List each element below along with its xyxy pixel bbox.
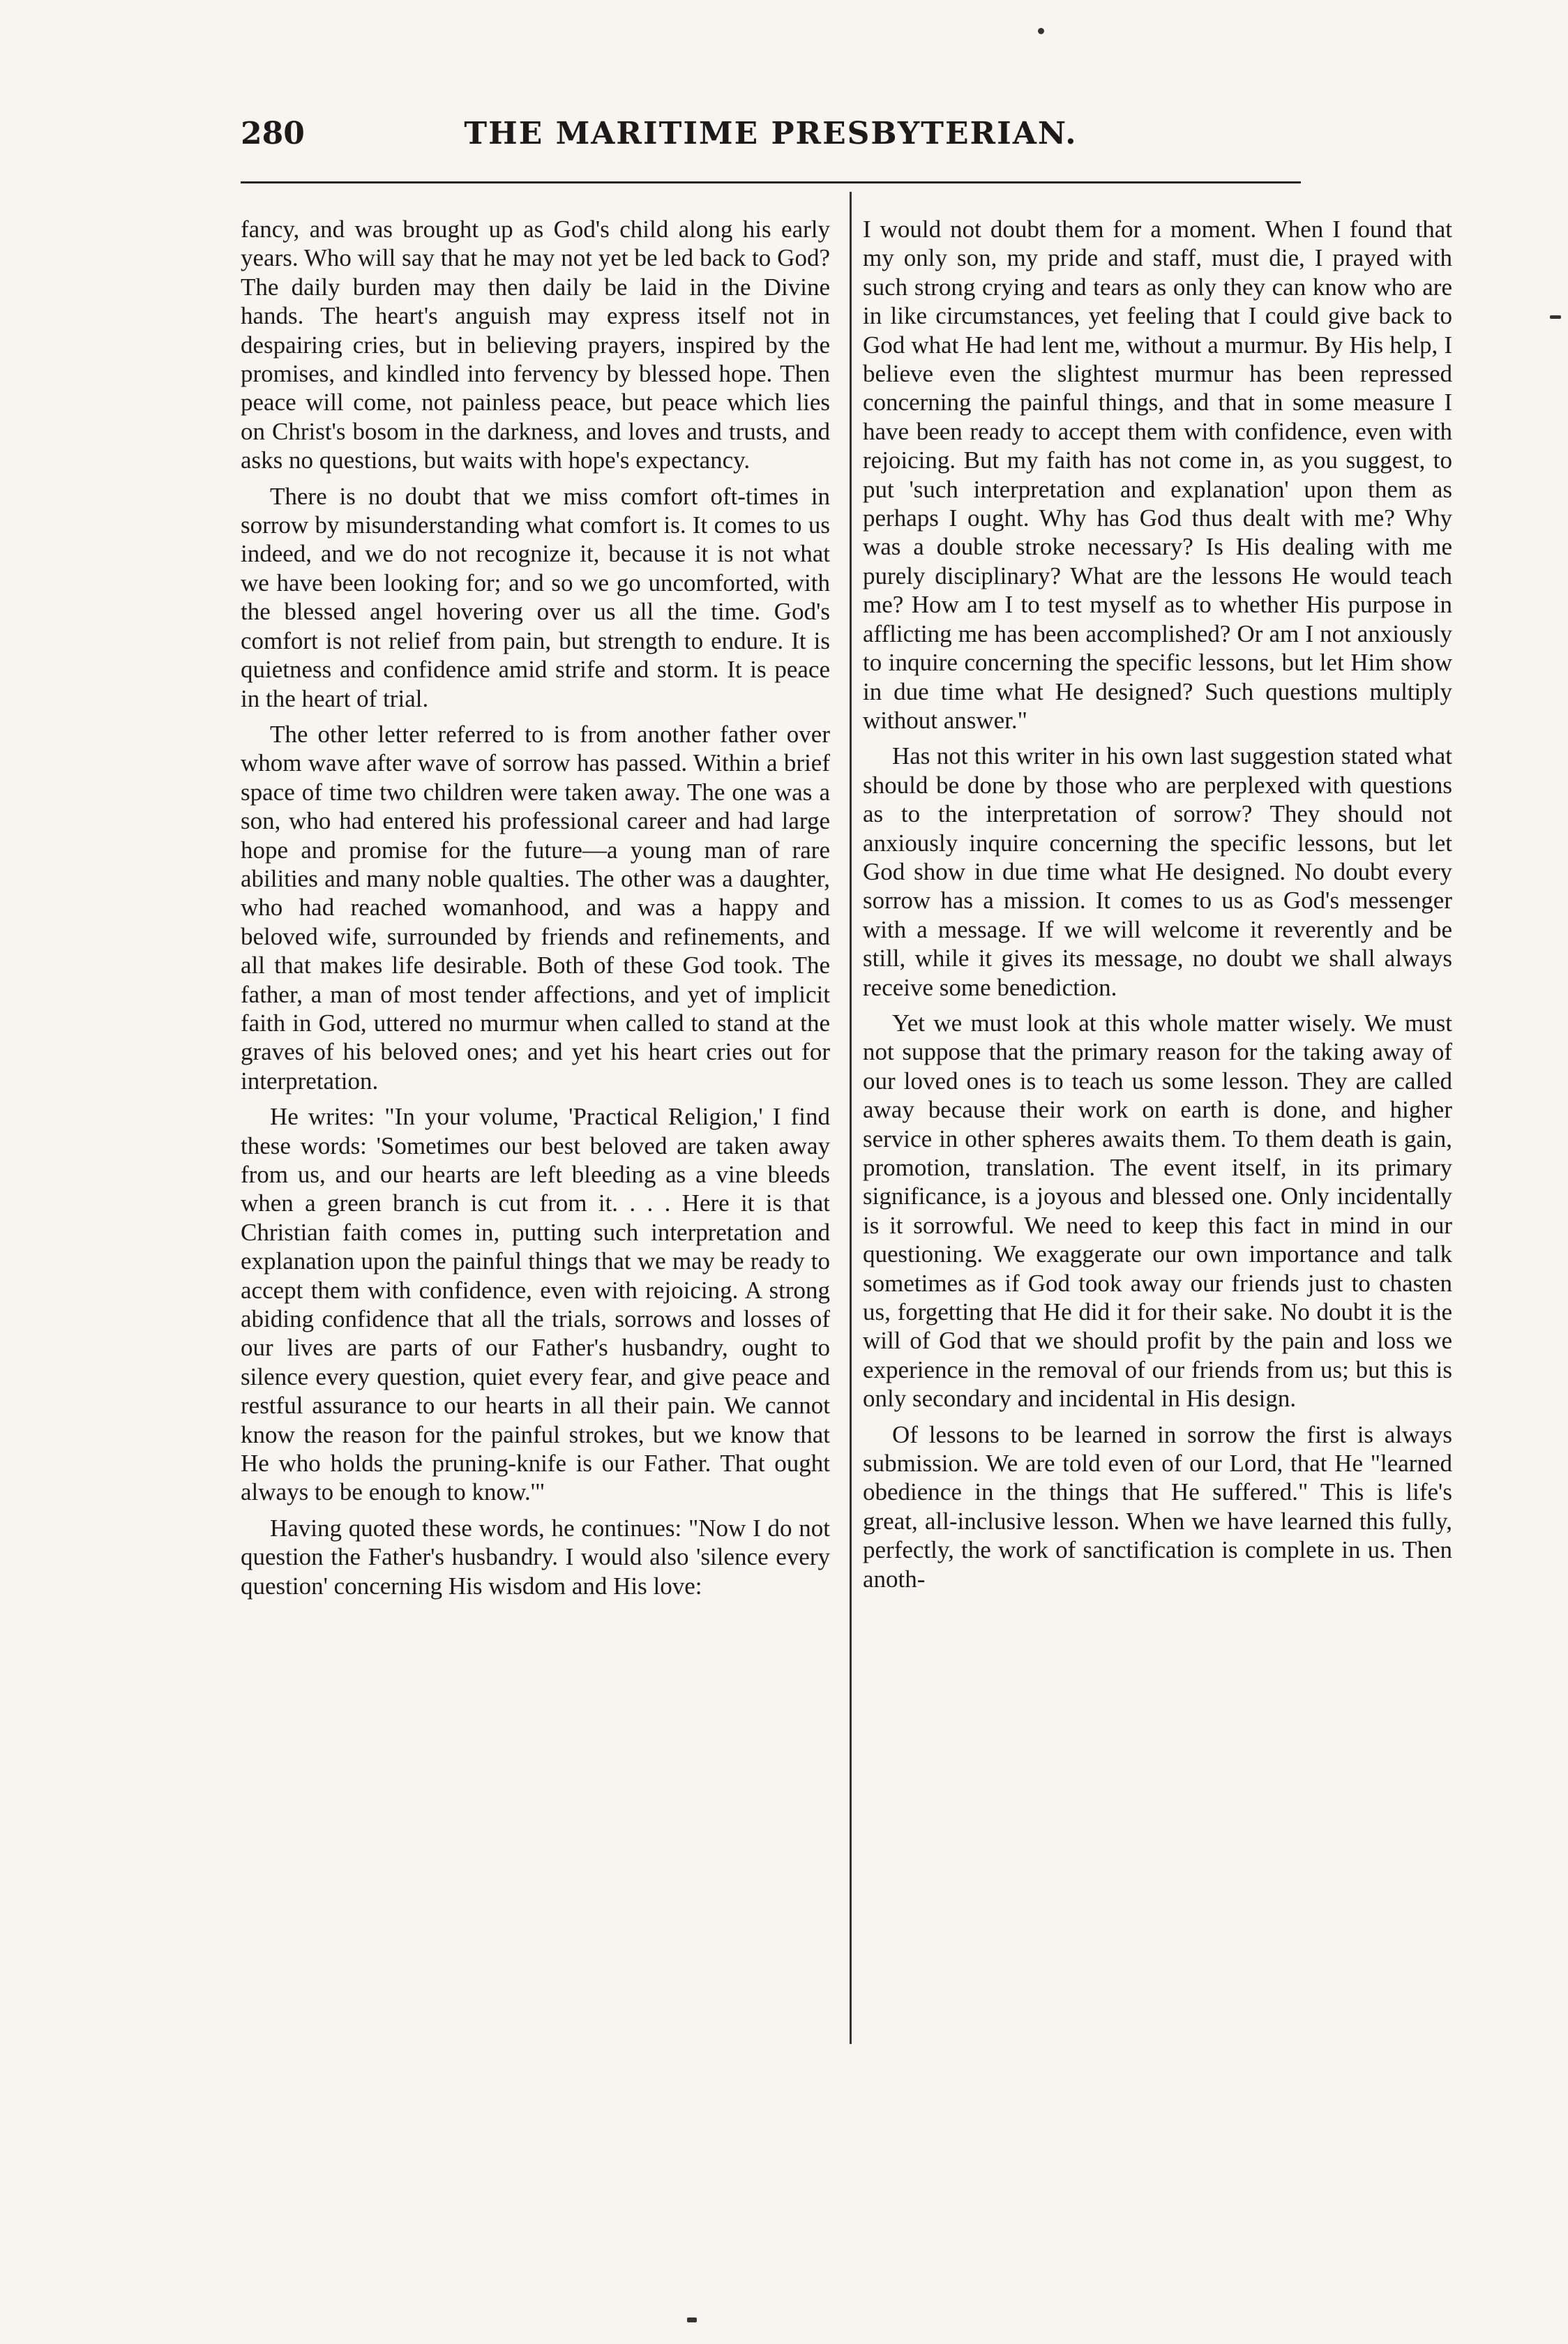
right-column	[863, 215, 1452, 2057]
page-number: 280	[241, 116, 305, 151]
left-paragraph-2: There is no doubt that we miss comfort oft-times in sorrow by misunderstanding what comfort is. It comes to us indeed, and we do not recognize it, because it is not what we have been looking for; and so we go uncomforted, with the blessed angel hovering over us all the time. God's comfort is not relief from pain, but strength to endure. It is quietness and confidence amid strife and storm. It is peace in the heart of trial.	[241, 482, 830, 712]
left-paragraph-3: The other letter referred to is from another father over whom wave after wave of sorrow has passed. Within a brief space of time two children were taken away. The one was a son, who had entered his professional career and had large hope and promise for the future—a young man of rare abilities and many noble qualties. The other was a daughter, who had reached womanhood, and was a happy and beloved wife, surrounded by friends and refinements, and all that makes life desirable. Both of these God took. The father, a man of most tender affections, and yet of implicit faith in God, uttered no murmur when called to stand at the graves of his beloved ones; and yet his heart cries out for interpretation.	[241, 720, 830, 1095]
left-paragraph-4: He writes: "In your volume, 'Practical Religion,' I find these words: 'Sometimes our best beloved are taken away from us, and our hearts are left bleeding as a vine bleeds when a green branch is cut from it. . . . Here it is that Christian faith comes in, putting such interpretation and explanation upon the painful things that we may be ready to accept them with confidence, even with rejoicing. A strong abiding confidence that all the trials, sorrows and losses of our lives are parts of our Father's husbandry, ought to silence every question, quiet every fear, and give peace and restful assurance to our hearts in all their pain. We cannot know the reason for the painful strokes, but we know that He who holds the pruning-knife is our Father. That ought always to be enough to know.'"	[241, 1103, 830, 1506]
right-paragraph-4: Of lessons to be learned in sorrow the first is always submission. We are told even of our Lord, that He "learned obedience in the things that He suffered." This is life's great, all-inclusive lesson. When we have learned this fully, perfectly, the work of sanctification is complete in us. Then anoth-	[863, 1420, 1452, 1593]
right-paragraph-1: I would not doubt them for a moment. When I found that my only son, my pride and staff, must die, I prayed with such strong crying and tears as only they can know who are in like circumstances, yet feeling that I could give back to God what He had lent me, without a murmur. By His help, I believe even the slightest murmur has been repressed concerning the painful things, and that in some measure I have been ready to accept them with confidence, even with rejoicing. But my faith has not come in, as you suggest, to put 'such interpretation and explanation' upon them as perhaps I ought. Why has God thus dealt with me? Why was a double stroke necessary? Is His dealing with me purely disciplinary? What are the lessons He would teach me? How am I to test myself as to whether His purpose in afflicting me has been accomplished? Or am I not anxiously to inquire concerning the specific lessons, but let Him show in due time what He designed? Such questions multiply without answer."	[863, 216, 1452, 734]
scan-speck	[687, 2317, 697, 2322]
left-paragraph-1: fancy, and was brought up as God's child along his early years. Who will say that he may not yet be led back to God? The daily burden may then daily be laid in the Divine hands. The heart's anguish may express itself not in despairing cries, but in believing prayers, inspired by the promises, and kindled into fervency by blessed hope. Then peace will come, not painless peace, but peace which lies on Christ's bosom in the darkness, and loves and trusts, and asks no questions, but waits with hope's expectancy.	[241, 216, 830, 474]
column-divider	[850, 192, 852, 2044]
scan-speck	[1038, 28, 1044, 34]
right-paragraph-3: Yet we must look at this whole matter wisely. We must not suppose that the primary reason for the taking away of our loved ones is to teach us some lesson. They are called away because their work on earth is done, and higher service in other spheres awaits them. To them death is gain, promotion, translation. The event itself, in its primary significance, is a joyous and blessed one. Only incidentally is it sorrowful. We need to keep this fact in mind in our questioning. We exaggerate our own importance and talk sometimes as if God took away our friends just to chasten us, forgetting that He did it for their sake. No doubt it is the will of God that we should profit by the pain and loss we experience in the removal of our friends from us; but this is only secondary and incidental in His design.	[863, 1009, 1452, 1413]
running-title: THE MARITIME PRESBYTERIAN.	[464, 116, 1078, 151]
left-column	[241, 215, 830, 2057]
right-paragraph-2: Has not this writer in his own last suggestion stated what should be done by those who are perplexed with questions as to the interpretation of sorrow? They should not anxiously inquire concerning the specific lessons, but let God show in due time what He designed. No doubt every sorrow has a mission. It comes to us as God's messenger with a message. If we will welcome it reverently and be still, while it gives its message, no doubt we shall always receive some benediction.	[863, 742, 1452, 1001]
left-paragraph-5: Having quoted these words, he continues: "Now I do not question the Father's husbandry. I would also 'silence every question' concerning His wisdom and His love:	[241, 1514, 830, 1600]
header-rule	[241, 181, 1301, 183]
scan-speck	[1550, 315, 1561, 319]
page-header	[241, 105, 1301, 167]
